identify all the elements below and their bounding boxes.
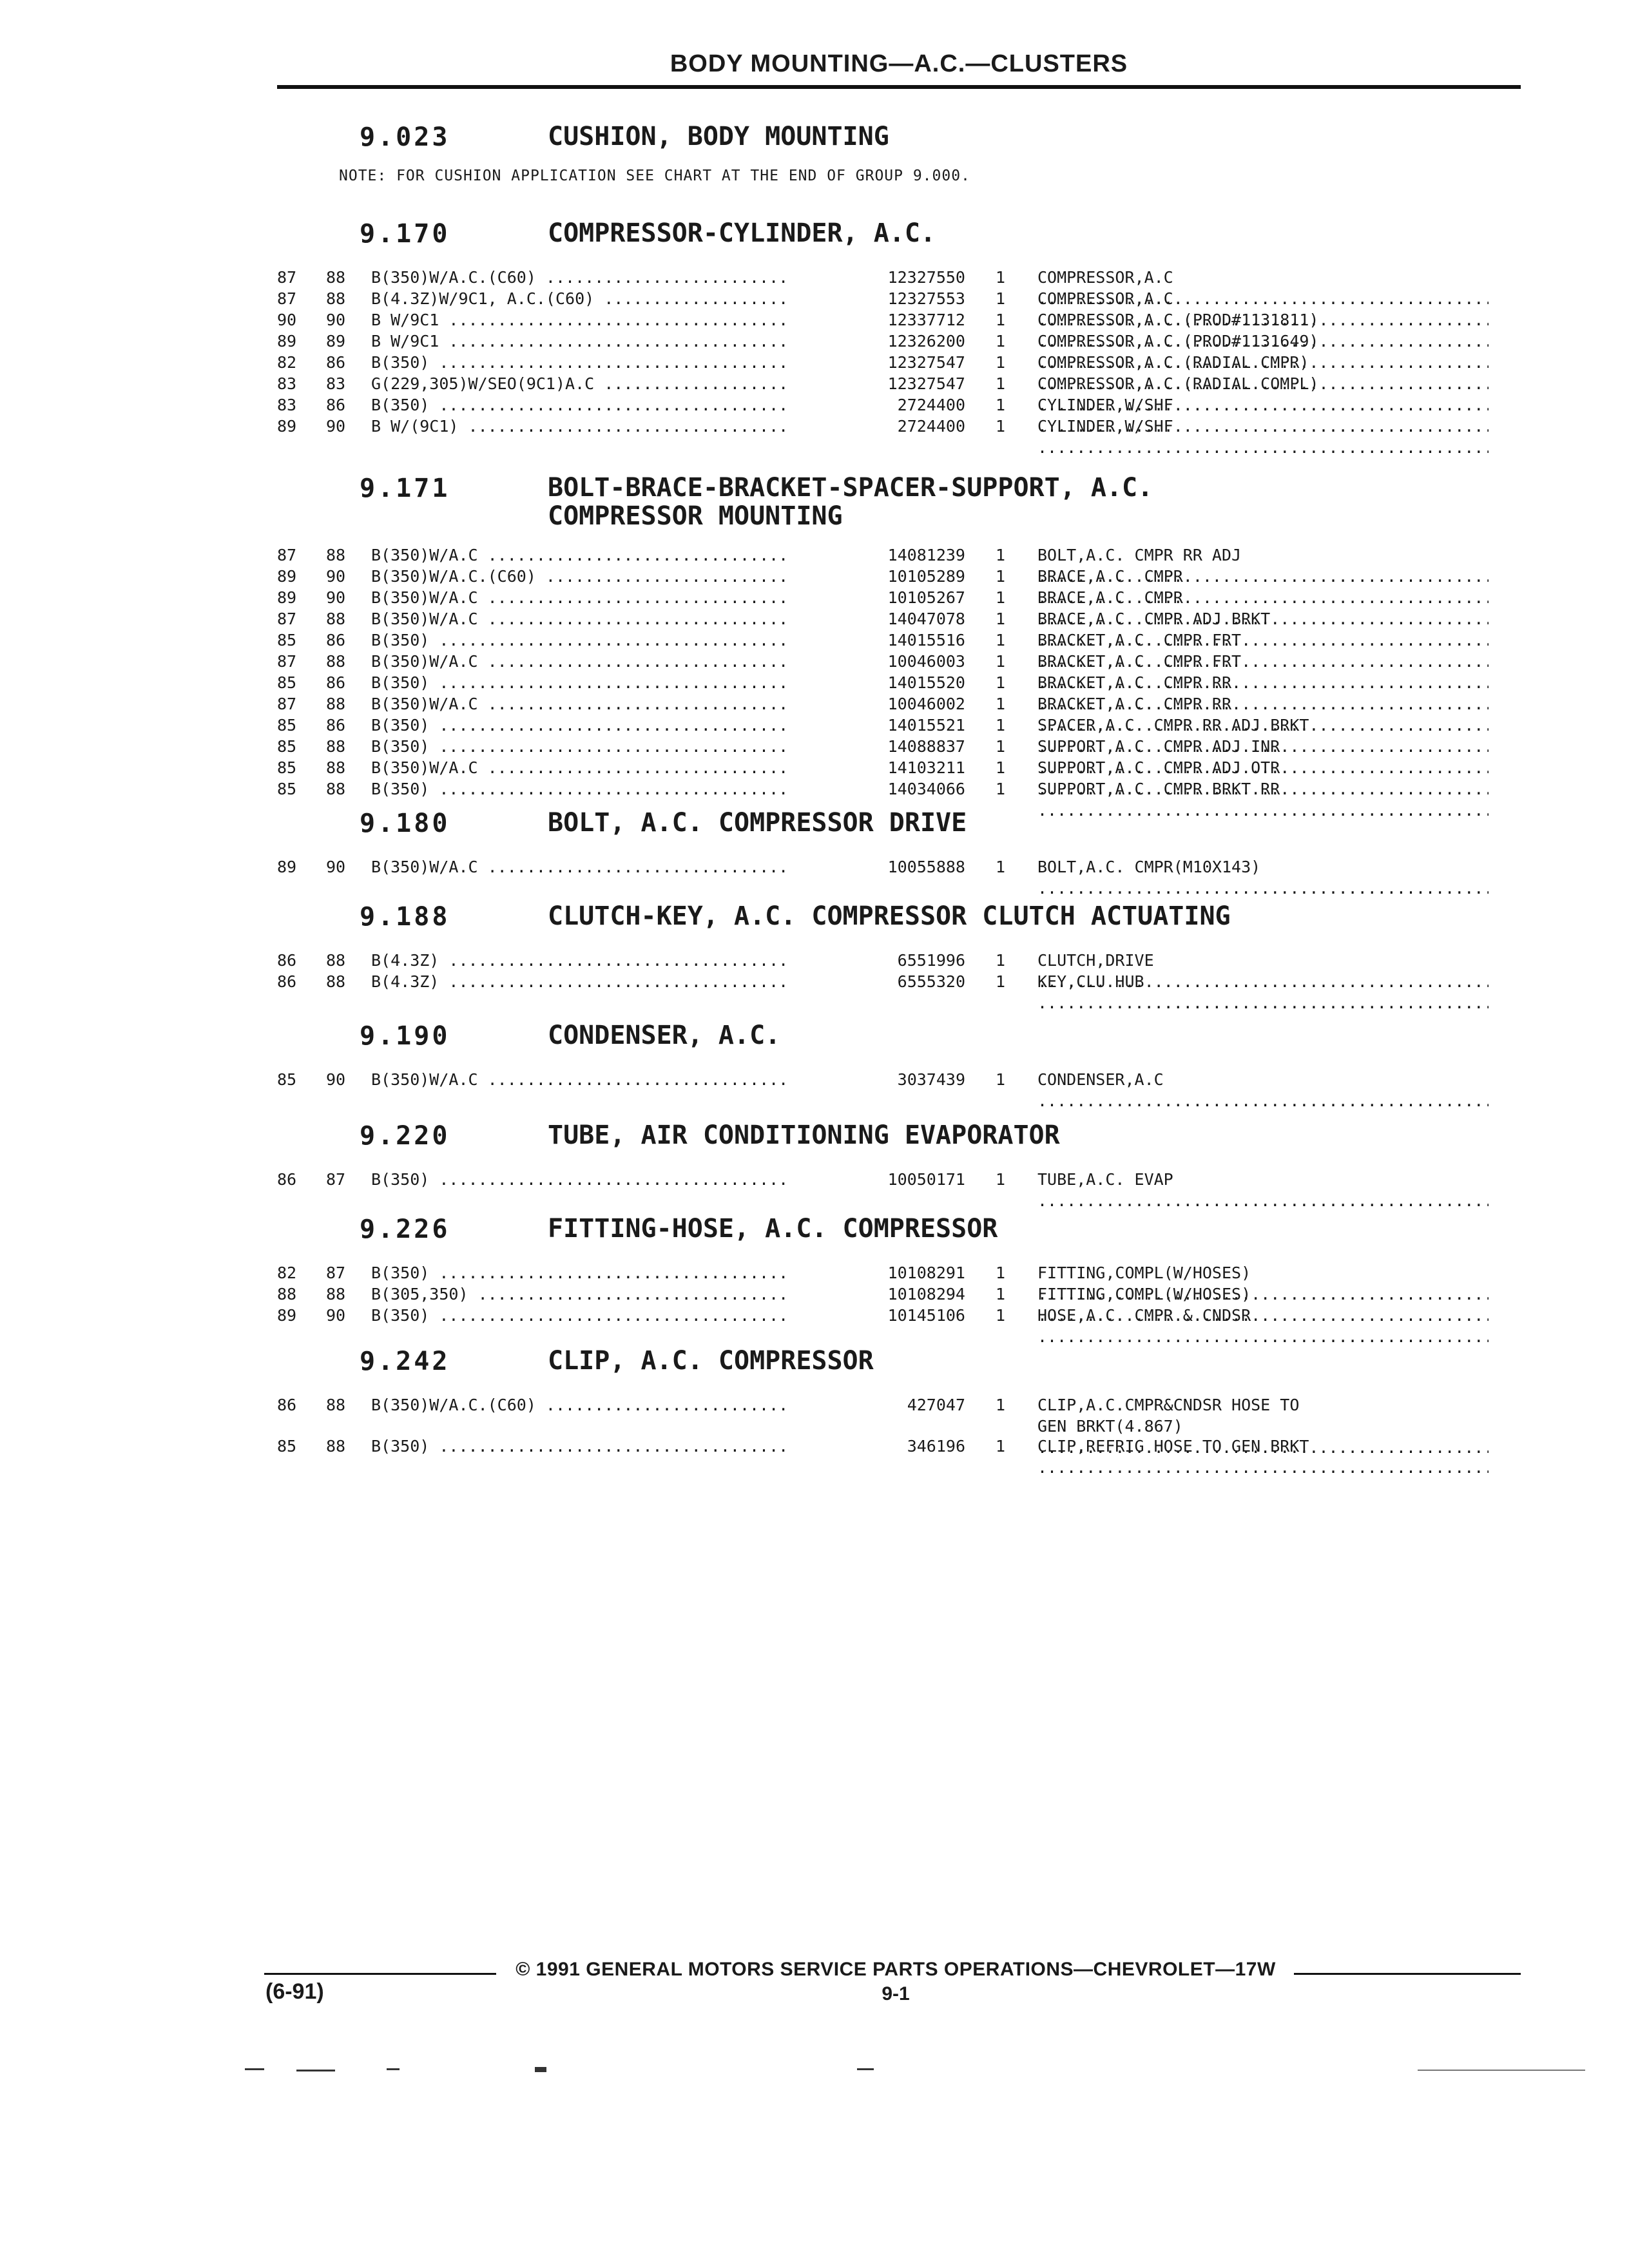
year-from: 85 bbox=[277, 758, 297, 777]
year-to: 88 bbox=[326, 1437, 346, 1456]
section-heading bbox=[277, 219, 1521, 260]
part-number: 6551996 bbox=[786, 950, 965, 971]
description: BRACKET,A.C. CMPR RR ..... bbox=[1037, 672, 1489, 715]
section-9-242 bbox=[277, 1347, 1521, 1457]
section-9-170 bbox=[277, 219, 1521, 437]
application: B(350) ..... bbox=[371, 394, 816, 416]
section-heading bbox=[277, 1347, 1521, 1388]
description: SUPPORT,A.C. CMPR ADJ INR ..... bbox=[1037, 736, 1489, 778]
application: B(350) ..... bbox=[371, 1305, 816, 1326]
section-9-180 bbox=[277, 809, 1521, 878]
application: B(4.3Z) ..... bbox=[371, 950, 816, 971]
year-from: 85 bbox=[277, 1070, 297, 1089]
application: B W/9C1 ..... bbox=[371, 331, 816, 352]
year-from: 89 bbox=[277, 1306, 297, 1325]
part-number: 10145106 bbox=[786, 1305, 965, 1326]
part-row bbox=[277, 1305, 1521, 1326]
part-number: 10046002 bbox=[786, 693, 965, 715]
part-number: 2724400 bbox=[786, 416, 965, 437]
quantity: 1 bbox=[996, 1437, 1006, 1456]
part-number: 10105267 bbox=[786, 587, 965, 608]
quantity: 1 bbox=[996, 417, 1006, 436]
part-number: 10046003 bbox=[786, 651, 965, 672]
quantity: 1 bbox=[996, 652, 1006, 671]
description: CYLINDER,W/SHF ..... bbox=[1037, 394, 1489, 437]
description: TUBE,A.C. EVAP ..... bbox=[1037, 1169, 1489, 1211]
quantity: 1 bbox=[996, 610, 1006, 628]
quantity: 1 bbox=[996, 396, 1006, 414]
part-row bbox=[277, 267, 1521, 288]
section-heading bbox=[277, 122, 1521, 164]
part-number: 12326200 bbox=[786, 331, 965, 352]
part-number: 12327550 bbox=[786, 267, 965, 288]
page-number: 9-1 bbox=[882, 1983, 910, 2004]
parts-list bbox=[277, 267, 1521, 437]
year-to: 90 bbox=[326, 567, 346, 586]
section-note: NOTE: FOR CUSHION APPLICATION SEE CHART AT THE END OF GROUP 9.000. bbox=[339, 168, 970, 184]
year-to: 90 bbox=[326, 311, 346, 329]
quantity: 1 bbox=[996, 631, 1006, 649]
section-heading bbox=[277, 1021, 1521, 1062]
application: B(350) ..... bbox=[371, 1169, 816, 1190]
year-to: 89 bbox=[326, 332, 346, 351]
year-to: 88 bbox=[326, 1285, 346, 1303]
part-number: 14103211 bbox=[786, 757, 965, 778]
year-from: 85 bbox=[277, 737, 297, 756]
part-row bbox=[277, 288, 1521, 309]
part-row bbox=[277, 587, 1521, 608]
section-number: 9.023 bbox=[360, 122, 450, 152]
part-row bbox=[277, 331, 1521, 352]
quantity: 1 bbox=[996, 289, 1006, 308]
section-number: 9.170 bbox=[360, 219, 450, 249]
description: BRACKET,A.C. CMPR FRT ..... bbox=[1037, 629, 1489, 672]
part-row bbox=[277, 629, 1521, 651]
description: SPACER,A.C. CMPR RR ADJ BRKT ..... bbox=[1037, 715, 1489, 757]
application: B(350)W/A.C.(C60) ..... bbox=[371, 267, 816, 288]
parts-list bbox=[277, 544, 1521, 800]
part-number: 14034066 bbox=[786, 778, 965, 800]
application: G(229,305)W/SEO(9C1)A.C ..... bbox=[371, 373, 816, 394]
year-to: 90 bbox=[326, 417, 346, 436]
description: COMPRESSOR,A.C ..... bbox=[1037, 288, 1489, 331]
part-number: 14015521 bbox=[786, 715, 965, 736]
part-row bbox=[277, 1283, 1521, 1305]
quantity: 1 bbox=[996, 716, 1006, 735]
section-9-220 bbox=[277, 1121, 1521, 1190]
part-row bbox=[277, 373, 1521, 394]
application: B(350)W/A.C ..... bbox=[371, 587, 816, 608]
part-row bbox=[277, 757, 1521, 778]
section-title: BOLT-BRACE-BRACKET-SPACER-SUPPORT, A.C. COMPRESSOR MOUNTING bbox=[548, 473, 1153, 531]
application: B W/(9C1) ..... bbox=[371, 416, 816, 437]
year-to: 87 bbox=[326, 1170, 346, 1189]
quantity: 1 bbox=[996, 332, 1006, 351]
year-to: 86 bbox=[326, 716, 346, 735]
footer-rule-right bbox=[1294, 1973, 1521, 1975]
description: CLUTCH,DRIVE ..... bbox=[1037, 950, 1489, 992]
scan-mark bbox=[1418, 2070, 1585, 2071]
year-to: 90 bbox=[326, 1070, 346, 1089]
application: B(350) ..... bbox=[371, 778, 816, 800]
description: BOLT,A.C. CMPR RR ADJ ..... bbox=[1037, 544, 1489, 587]
part-number: 14047078 bbox=[786, 608, 965, 629]
quantity: 1 bbox=[996, 1070, 1006, 1089]
application: B(350) ..... bbox=[371, 736, 816, 757]
quantity: 1 bbox=[996, 1306, 1006, 1325]
year-from: 85 bbox=[277, 673, 297, 692]
year-to: 88 bbox=[326, 758, 346, 777]
part-row bbox=[277, 1394, 1521, 1436]
part-number: 3037439 bbox=[786, 1069, 965, 1090]
section-9-171 bbox=[277, 474, 1521, 800]
application: B(350) ..... bbox=[371, 629, 816, 651]
year-from: 82 bbox=[277, 353, 297, 372]
section-number: 9.226 bbox=[360, 1215, 450, 1244]
year-to: 88 bbox=[326, 289, 346, 308]
part-number: 2724400 bbox=[786, 394, 965, 416]
section-number: 9.188 bbox=[360, 902, 450, 932]
section-number: 9.171 bbox=[360, 474, 450, 503]
section-9-226 bbox=[277, 1215, 1521, 1326]
section-title: FITTING-HOSE, A.C. COMPRESSOR bbox=[548, 1214, 998, 1244]
part-number: 10108291 bbox=[786, 1262, 965, 1283]
part-row bbox=[277, 352, 1521, 373]
application: B(350) ..... bbox=[371, 352, 816, 373]
year-to: 88 bbox=[326, 546, 346, 564]
parts-list bbox=[277, 1169, 1521, 1190]
part-row bbox=[277, 736, 1521, 757]
description: BRACKET,A.C. CMPR FRT ..... bbox=[1037, 651, 1489, 693]
application: B(4.3Z)W/9C1, A.C.(C60) ..... bbox=[371, 288, 816, 309]
part-row bbox=[277, 394, 1521, 416]
year-from: 89 bbox=[277, 417, 297, 436]
description: BRACE,A.C. CMPR ..... bbox=[1037, 587, 1489, 629]
year-to: 88 bbox=[326, 610, 346, 628]
description: COMPRESSOR,A.C ..... bbox=[1037, 267, 1489, 309]
parts-list bbox=[277, 1069, 1521, 1090]
section-9-023 bbox=[277, 122, 1521, 191]
part-number: 427047 bbox=[786, 1394, 965, 1416]
quantity: 1 bbox=[996, 374, 1006, 393]
section-number: 9.190 bbox=[360, 1021, 450, 1051]
section-title: CLUTCH-KEY, A.C. COMPRESSOR CLUTCH ACTUATING bbox=[548, 901, 1231, 931]
year-to: 88 bbox=[326, 268, 346, 287]
application: B(350)W/A.C ..... bbox=[371, 757, 816, 778]
description: HOSE,A.C. CMPR & CNDSR ..... bbox=[1037, 1305, 1489, 1347]
year-from: 85 bbox=[277, 716, 297, 735]
quantity: 1 bbox=[996, 268, 1006, 287]
section-heading bbox=[277, 809, 1521, 850]
quantity: 1 bbox=[996, 588, 1006, 607]
description: FITTING,COMPL(W/HOSES) ..... bbox=[1037, 1262, 1489, 1305]
application: B(350)W/A.C ..... bbox=[371, 544, 816, 566]
application: B(350) ..... bbox=[371, 1262, 816, 1283]
application: B(350) ..... bbox=[371, 672, 816, 693]
application: B(350)W/A.C ..... bbox=[371, 608, 816, 629]
part-number: 10105289 bbox=[786, 566, 965, 587]
description: CLIP,REFRIG HOSE TO GEN BRKT ..... bbox=[1037, 1436, 1489, 1478]
year-to: 88 bbox=[326, 1396, 346, 1414]
section-title: CUSHION, BODY MOUNTING bbox=[548, 122, 889, 151]
header-rule bbox=[277, 85, 1521, 89]
year-from: 83 bbox=[277, 396, 297, 414]
part-number: 12337712 bbox=[786, 309, 965, 331]
description: KEY,CLU HUB ..... bbox=[1037, 971, 1489, 1014]
year-from: 85 bbox=[277, 780, 297, 798]
year-to: 87 bbox=[326, 1264, 346, 1282]
section-number: 9.242 bbox=[360, 1347, 450, 1376]
quantity: 1 bbox=[996, 546, 1006, 564]
quantity: 1 bbox=[996, 353, 1006, 372]
year-from: 87 bbox=[277, 289, 297, 308]
application: B(350)W/A.C ..... bbox=[371, 1069, 816, 1090]
application: B(350)W/A.C.(C60) ..... bbox=[371, 1394, 816, 1416]
footer-date: (6-91) bbox=[265, 1979, 324, 2004]
year-from: 86 bbox=[277, 972, 297, 991]
quantity: 1 bbox=[996, 972, 1006, 991]
section-number: 9.220 bbox=[360, 1121, 450, 1151]
part-row bbox=[277, 1262, 1521, 1283]
quantity: 1 bbox=[996, 1264, 1006, 1282]
year-to: 88 bbox=[326, 652, 346, 671]
section-heading bbox=[277, 1215, 1521, 1256]
description: CLIP,A.C.CMPR&CNDSR HOSE TO GEN BRKT(4.867) ..... bbox=[1037, 1394, 1489, 1458]
part-number: 6555320 bbox=[786, 971, 965, 992]
section-number: 9.180 bbox=[360, 809, 450, 838]
part-number: 10055888 bbox=[786, 856, 965, 878]
part-number: 14088837 bbox=[786, 736, 965, 757]
part-number: 14015520 bbox=[786, 672, 965, 693]
section-title: TUBE, AIR CONDITIONING EVAPORATOR bbox=[548, 1120, 1060, 1150]
quantity: 1 bbox=[996, 951, 1006, 970]
section-heading bbox=[277, 474, 1521, 538]
application: B(350)W/A.C ..... bbox=[371, 856, 816, 878]
year-from: 87 bbox=[277, 695, 297, 713]
application: B(305,350) ..... bbox=[371, 1283, 816, 1305]
year-from: 85 bbox=[277, 1437, 297, 1456]
part-row bbox=[277, 416, 1521, 437]
section-9-190 bbox=[277, 1021, 1521, 1090]
application: B W/9C1 ..... bbox=[371, 309, 816, 331]
year-from: 88 bbox=[277, 1285, 297, 1303]
year-from: 87 bbox=[277, 546, 297, 564]
application: B(350)W/A.C ..... bbox=[371, 651, 816, 672]
year-to: 88 bbox=[326, 695, 346, 713]
parts-list bbox=[277, 1262, 1521, 1326]
year-to: 83 bbox=[326, 374, 346, 393]
part-number: 346196 bbox=[786, 1436, 965, 1457]
page-title: BODY MOUNTING—A.C.—CLUSTERS bbox=[670, 50, 1128, 77]
year-to: 88 bbox=[326, 972, 346, 991]
year-to: 86 bbox=[326, 353, 346, 372]
year-to: 90 bbox=[326, 1306, 346, 1325]
description: BRACE,A.C. CMPR ADJ BRKT ..... bbox=[1037, 608, 1489, 651]
scan-mark bbox=[535, 2067, 546, 2072]
part-row bbox=[277, 715, 1521, 736]
year-to: 90 bbox=[326, 588, 346, 607]
description: COMPRESSOR,A.C.(PROD#1131649) ..... bbox=[1037, 331, 1489, 373]
parts-list bbox=[277, 950, 1521, 992]
year-to: 88 bbox=[326, 951, 346, 970]
part-row bbox=[277, 1436, 1521, 1457]
section-title: BOLT, A.C. COMPRESSOR DRIVE bbox=[548, 808, 967, 838]
part-row bbox=[277, 1169, 1521, 1190]
part-number: 14081239 bbox=[786, 544, 965, 566]
part-number: 12327547 bbox=[786, 373, 965, 394]
section-9-188 bbox=[277, 902, 1521, 992]
year-from: 82 bbox=[277, 1264, 297, 1282]
description: SUPPORT,A.C. CMPR ADJ OTR ..... bbox=[1037, 757, 1489, 800]
part-number: 12327553 bbox=[786, 288, 965, 309]
description: BRACE,A.C. CMPR ..... bbox=[1037, 566, 1489, 608]
application: B(350) ..... bbox=[371, 1436, 816, 1457]
quantity: 1 bbox=[996, 673, 1006, 692]
part-row bbox=[277, 566, 1521, 587]
year-to: 86 bbox=[326, 631, 346, 649]
description: CONDENSER,A.C ..... bbox=[1037, 1069, 1489, 1111]
year-from: 89 bbox=[277, 567, 297, 586]
year-from: 86 bbox=[277, 951, 297, 970]
description: COMPRESSOR,A.C.(RADIAL COMPL) ..... bbox=[1037, 373, 1489, 416]
description: BOLT,A.C. CMPR(M10X143) ..... bbox=[1037, 856, 1489, 899]
footer-rule-left bbox=[264, 1973, 496, 1975]
description: BRACKET,A.C. CMPR RR ..... bbox=[1037, 693, 1489, 736]
section-heading bbox=[277, 902, 1521, 943]
scan-mark bbox=[387, 2068, 400, 2070]
part-row bbox=[277, 544, 1521, 566]
year-from: 87 bbox=[277, 652, 297, 671]
application: B(350)W/A.C ..... bbox=[371, 693, 816, 715]
part-number: 10108294 bbox=[786, 1283, 965, 1305]
part-number: 10050171 bbox=[786, 1169, 965, 1190]
application: B(350)W/A.C.(C60) ..... bbox=[371, 566, 816, 587]
year-to: 86 bbox=[326, 673, 346, 692]
year-from: 89 bbox=[277, 588, 297, 607]
quantity: 1 bbox=[996, 311, 1006, 329]
section-title: CONDENSER, A.C. bbox=[548, 1021, 781, 1050]
section-title: COMPRESSOR-CYLINDER, A.C. bbox=[548, 218, 936, 248]
scan-mark bbox=[296, 2070, 335, 2071]
part-number: 12327547 bbox=[786, 352, 965, 373]
year-from: 87 bbox=[277, 268, 297, 287]
quantity: 1 bbox=[996, 567, 1006, 586]
year-to: 88 bbox=[326, 780, 346, 798]
year-from: 85 bbox=[277, 631, 297, 649]
quantity: 1 bbox=[996, 858, 1006, 876]
part-row bbox=[277, 971, 1521, 992]
quantity: 1 bbox=[996, 1285, 1006, 1303]
application: B(4.3Z) ..... bbox=[371, 971, 816, 992]
scan-mark bbox=[857, 2068, 874, 2070]
description: CYLINDER,W/SHF ..... bbox=[1037, 416, 1489, 458]
parts-list bbox=[277, 1394, 1521, 1457]
part-row bbox=[277, 309, 1521, 331]
description: COMPRESSOR,A.C.(PROD#1131811) ..... bbox=[1037, 309, 1489, 352]
year-to: 88 bbox=[326, 737, 346, 756]
quantity: 1 bbox=[996, 758, 1006, 777]
description: FITTING,COMPL(W/HOSES) ..... bbox=[1037, 1283, 1489, 1326]
year-to: 86 bbox=[326, 396, 346, 414]
quantity: 1 bbox=[996, 695, 1006, 713]
year-from: 86 bbox=[277, 1170, 297, 1189]
quantity: 1 bbox=[996, 780, 1006, 798]
year-from: 87 bbox=[277, 610, 297, 628]
section-heading bbox=[277, 1121, 1521, 1162]
part-row bbox=[277, 651, 1521, 672]
quantity: 1 bbox=[996, 1170, 1006, 1189]
section-title: CLIP, A.C. COMPRESSOR bbox=[548, 1346, 874, 1376]
part-row bbox=[277, 778, 1521, 800]
quantity: 1 bbox=[996, 1396, 1006, 1414]
part-row bbox=[277, 608, 1521, 629]
part-row bbox=[277, 693, 1521, 715]
description: COMPRESSOR,A.C.(RADIAL CMPR) ..... bbox=[1037, 352, 1489, 394]
year-to: 90 bbox=[326, 858, 346, 876]
quantity: 1 bbox=[996, 737, 1006, 756]
application: B(350) ..... bbox=[371, 715, 816, 736]
scan-mark bbox=[245, 2068, 264, 2070]
year-from: 89 bbox=[277, 332, 297, 351]
description: SUPPORT,A.C. CMPR BRKT RR ..... bbox=[1037, 778, 1489, 821]
year-from: 86 bbox=[277, 1396, 297, 1414]
year-from: 83 bbox=[277, 374, 297, 393]
footer-copyright: © 1991 GENERAL MOTORS SERVICE PARTS OPERATIONS—CHEVROLET—17W bbox=[516, 1959, 1276, 1980]
year-from: 90 bbox=[277, 311, 297, 329]
part-row bbox=[277, 856, 1521, 878]
part-row bbox=[277, 950, 1521, 971]
part-row bbox=[277, 1069, 1521, 1090]
year-from: 89 bbox=[277, 858, 297, 876]
part-number: 14015516 bbox=[786, 629, 965, 651]
parts-list bbox=[277, 856, 1521, 878]
part-row bbox=[277, 672, 1521, 693]
